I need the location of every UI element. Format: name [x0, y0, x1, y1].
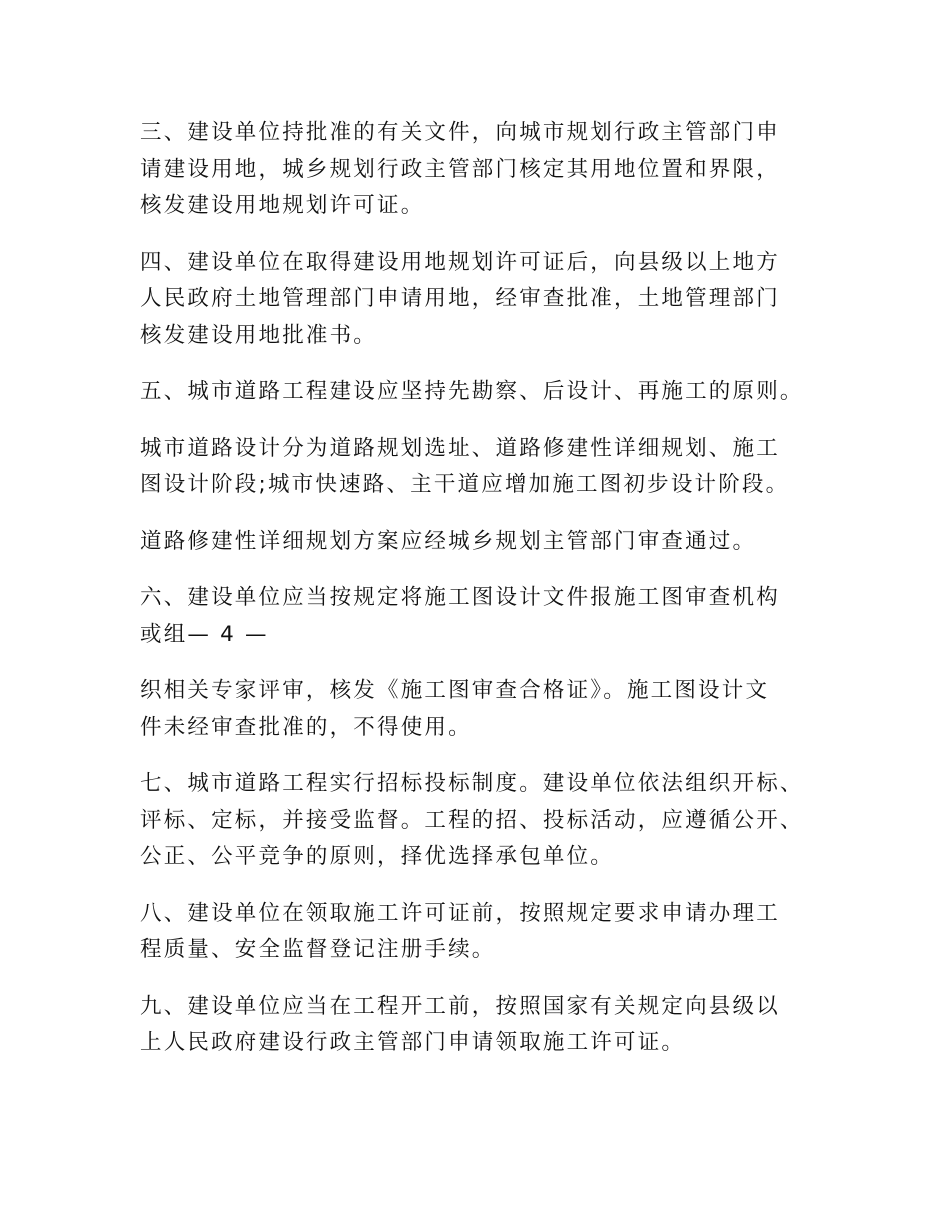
paragraph-line: 核发建设用地规划许可证。 [140, 193, 425, 218]
paragraph-line: 人民政府土地管理部门申请用地，经审查批准，土地管理部门 [140, 286, 780, 311]
paragraph-line: 件未经审查批准的，不得使用。 [140, 714, 472, 740]
paragraph-4 [140, 245, 830, 355]
paragraph-line-with-page-number: 或组— 4 — [140, 621, 269, 647]
paragraph-6-continued [140, 673, 830, 746]
paragraph-line: 五、城市道路工程建设应坚持先勘察、后设计、再施工的原则。 [140, 379, 804, 404]
paragraph-line: 四、建设单位在取得建设用地规划许可证后，向县级以上地方 [140, 249, 780, 275]
paragraph-line: 程质量、安全监督登记注册手续。 [140, 937, 496, 962]
paragraph-line: 上人民政府建设行政主管部门申请领取施工许可证。 [140, 1030, 686, 1055]
paragraph-line: 评标、定标，并接受监督。工程的招、投标活动，应遵循公开、 [140, 807, 804, 833]
paragraph-6 [140, 580, 830, 653]
paragraph-line: 图设计阶段;城市快速路、主干道应增加施工图初步设计阶段。 [140, 472, 790, 497]
paragraph-detailed-plan [140, 524, 830, 561]
paragraph-7 [140, 766, 830, 876]
paragraph-line: 请建设用地，城乡规划行政主管部门核定其用地位置和界限， [140, 156, 780, 182]
paragraph-8 [140, 896, 830, 969]
paragraph-line: 六、建设单位应当按规定将施工图设计文件报施工图审查机构 [140, 585, 780, 610]
paragraph-line: 七、城市道路工程实行招标投标制度。建设单位依法组织开标、 [140, 771, 804, 796]
paragraph-design-stages [140, 431, 830, 504]
paragraph-line: 城市道路设计分为道路规划选址、道路修建性详细规划、施工 [140, 435, 780, 461]
paragraph-5 [140, 374, 830, 411]
paragraph-9 [140, 989, 830, 1062]
paragraph-line: 道路修建性详细规划方案应经城乡规划主管部门审查通过。 [140, 528, 757, 554]
paragraph-line: 公正、公平竞争的原则，择优选择承包单位。 [140, 844, 615, 869]
paragraph-line: 三、建设单位持批准的有关文件，向城市规划行政主管部门申 [140, 120, 780, 145]
paragraph-line: 九、建设单位应当在工程开工前，按照国家有关规定向县级以 [140, 993, 780, 1019]
paragraph-line: 核发建设用地批准书。 [140, 322, 378, 348]
document-body [140, 115, 830, 1082]
paragraph-3 [140, 115, 830, 225]
paragraph-line: 织相关专家评审，核发《施工图审查合格证》。施工图设计文 [140, 678, 770, 703]
paragraph-line: 八、建设单位在领取施工许可证前，按照规定要求申请办理工 [140, 900, 780, 926]
